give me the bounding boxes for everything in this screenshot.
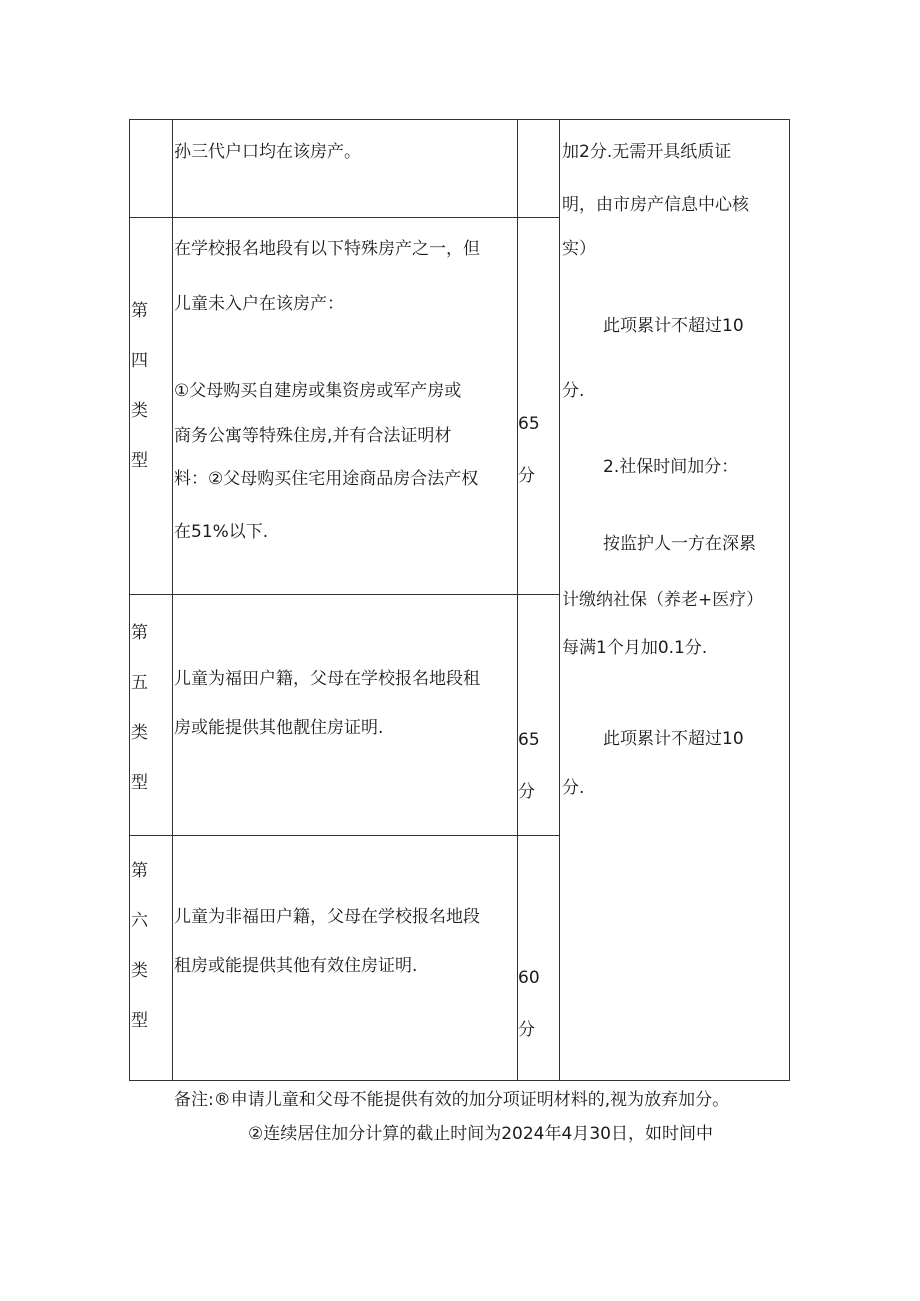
type-label-char: 四 — [131, 351, 148, 371]
bonus-line: 加2分.无需开具纸质证 — [562, 142, 732, 162]
note-line-1: 备注:®申请儿童和父母不能提供有效的加分项证明材料的,视为放弃加分。 — [174, 1090, 730, 1110]
type-label-char: 型 — [131, 451, 148, 471]
score-value: 65 分 — [518, 414, 540, 486]
bonus-line: 计缴纳社保（养老+医疗） — [562, 590, 764, 610]
bonus-line: 2.社保时间加分： — [603, 457, 739, 477]
column-divider-2 — [517, 120, 518, 1080]
type-label-char: 第 — [131, 861, 148, 881]
type-label-char: 类 — [131, 401, 148, 421]
type-label-char: 类 — [131, 723, 148, 743]
type-label-char: 五 — [131, 673, 148, 693]
type-label-char: 类 — [131, 961, 148, 981]
score-value: 65 分 — [518, 730, 540, 802]
bonus-line: 按监护人一方在深累 — [603, 534, 756, 554]
condition-line: 料：②父母购买住宅用途商品房合法产权 — [174, 469, 479, 489]
score-row-4 — [518, 398, 558, 502]
note-line-2: ②连续居住加分计算的截止时间为2024年4月30日，如时间中 — [248, 1124, 713, 1144]
condition-line: 商务公寓等特殊住房,并有合法证明材 — [174, 426, 452, 446]
type-label-char: 型 — [131, 1011, 148, 1031]
condition-line: 儿童为福田户籍，父母在学校报名地段租 — [174, 669, 480, 689]
type-label-char: 第 — [131, 301, 148, 321]
bonus-line: 此项累计不超过10 — [603, 316, 744, 336]
score-row-6 — [518, 952, 558, 1056]
condition-line: ①父母购买自建房或集资房或军产房或 — [174, 381, 462, 401]
bonus-line: 明，由市房产信息中心核 — [562, 195, 749, 215]
column-divider-3 — [559, 120, 560, 1080]
condition-line: 儿童未入户在该房产： — [174, 294, 344, 314]
bonus-line: 每满1个月加0.1分. — [562, 638, 708, 658]
condition-line: 在学校报名地段有以下特殊房产之一，但 — [174, 239, 480, 259]
row-divider-2 — [130, 594, 560, 595]
type-label-char: 第 — [131, 623, 148, 643]
condition-line: 租房或能提供其他有效住房证明. — [174, 956, 418, 976]
type-label-char: 六 — [131, 911, 148, 931]
bonus-line: 实） — [562, 239, 596, 259]
column-divider-1 — [172, 120, 173, 1080]
bonus-line: 分. — [562, 778, 585, 798]
score-row-5 — [518, 714, 558, 818]
type-label-char: 型 — [131, 773, 148, 793]
condition-line: 房或能提供其他靓住房证明. — [174, 718, 384, 738]
row-divider-1 — [130, 217, 560, 218]
bonus-line: 此项累计不超过10 — [603, 729, 744, 749]
row-divider-3 — [130, 835, 560, 836]
bonus-line: 分. — [562, 381, 585, 401]
continued-row-condition: 孙三代户口均在该房产。 — [174, 142, 361, 162]
condition-line: 在51%以下. — [174, 522, 269, 542]
score-value: 60 分 — [518, 968, 540, 1040]
condition-line: 儿童为非福田户籍，父母在学校报名地段 — [174, 907, 480, 927]
